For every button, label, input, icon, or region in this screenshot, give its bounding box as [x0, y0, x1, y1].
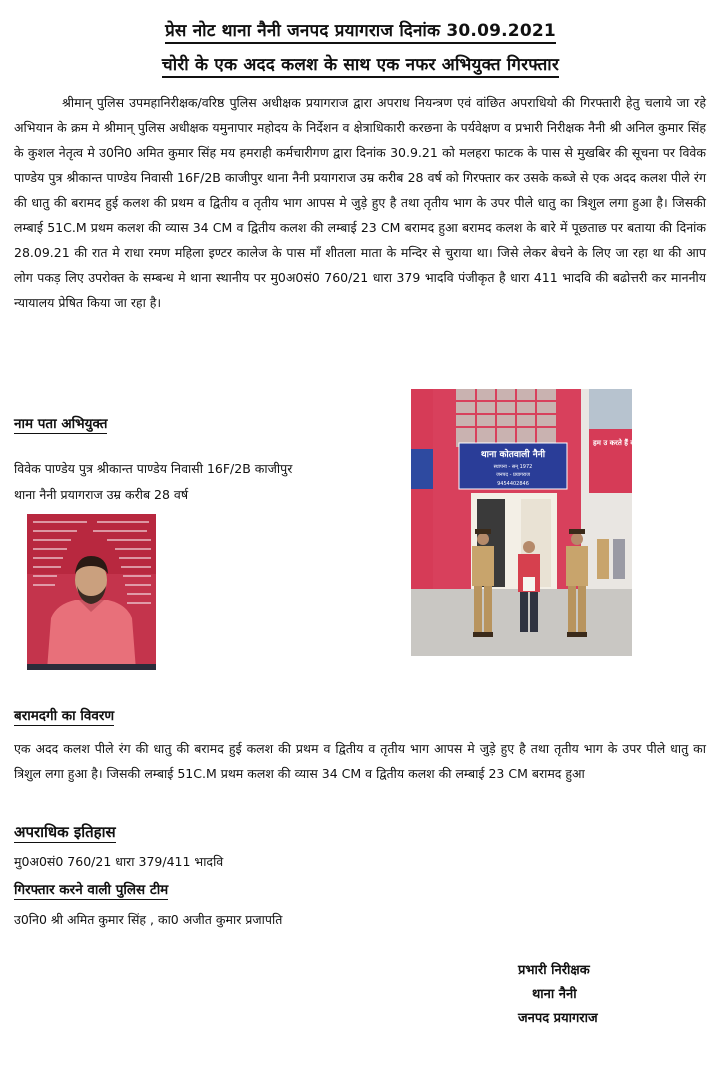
recovery-heading: बरामदगी का विवरण [14, 708, 115, 724]
intro-paragraph: श्रीमान् पुलिस उपमहानिरीक्षक/वरिष्ठ पुलिस अधीक्षक प्रयागराज द्वारा अपराध नियन्त्रण एवं वांछित अपराधियो की गिरफ्तारी हेतु चलाये जा रहे अभियान के क्रम मे श्रीमान् पुलिस अधीक्षक यमुनापार महोदय के निर्देशन व क्षेत्राधिकारी करछना के पर्यवेक्षण व प्रभारी निरीक्षक नैनी श्री अनिल कुमार सिंह के कुशल नेतृत्व मे उ0नि0 अमित कुमार सिंह मय हमराही कर्मचारीगण द्वारा दिनांक 30.9.21 को मलहरा फाटक के पास से मुखबिर की सूचना पर विवेक पाण्डेय पुत्र श्रीकान्त पाण्डेय निवासी 16F/2B काजीपुर थाना नैनी प्रयागराज उम्र करीब 28 वर्ष को गिरफ्तार कर उसके कब्जे से एक अदद कलश पीले रंग की धातु की बरामद हुई कलश की प्रथम व द्वितीय व तृतीय भाग आपस मे जुड़े हुए है तथा तृतीय भाग के उपर पीले धातु का त्रिशुल लगा हुआ है। जिसकी लम्बाई 51C.M प्रथम कलश की व्यास 34 CM व द्वितीय कलश की लम्बाई 23 CM बरामद हुआ बरामद कलश के बारे में पूछताछ पर बताया की दिनांक 28.09.21 की रात मे राधा रमण महिला इण्टर कालेज के पास माँ शीतला माता के मन्दिर से चुराया था। जिसे लेकर बेचने के लिए जा रहा था की आप लोग पकड़ लिए उपरोक्त के सम्बन्ध मे थाना स्थानीय पर मु0अ0सं0 760/21 धारा 379 भादवि पंजीकृत है धारा 411 भादवि की बढोत्तरी कर माननीय न्यायालय प्रेषित किया जा रहा है। [14, 95, 706, 310]
criminal-history-heading: अपराधिक इतिहास [14, 823, 116, 841]
accused-heading: नाम पता अभियुक्त [14, 416, 108, 432]
recovery-details: एक अदद कलश पीले रंग की धातु की बरामद हुई कलश की प्रथम व द्वितीय व तृतीय भाग आपस मे जुड़े हुए है तथा तृतीय भाग के उपर पीले धातु का त्रिशुल लगा हुआ है। जिसकी लम्बाई 51C.M प्रथम कलश की व्यास 34 CM व द्वितीय कलश की लम्बाई 23 CM बरामद हुआ [14, 741, 706, 781]
criminal-history-details: मु0अ0सं0 760/21 धारा 379/411 भादवि [14, 854, 224, 869]
press-note-subtitle: चोरी के एक अदद कलश के साथ एक नफर अभियुक्त गिरफ्तार [0, 52, 721, 75]
press-note-title: प्रेस नोट थाना नैनी जनपद प्रयागराज दिनांक 30.09.2021 [0, 18, 721, 41]
police-team-heading: गिरफ्तार करने वाली पुलिस टीम [14, 882, 169, 898]
police-team-details: उ0नि0 श्री अमित कुमार सिंह , का0 अजीत कुमार प्रजापति [14, 912, 283, 927]
station-sign-title: थाना कोतवाली नैनी [480, 450, 546, 460]
accused-address-line1: विवेक पाण्डेय पुत्र श्रीकान्त पाण्डेय निवासी 16F/2B काजीपुर [14, 461, 293, 476]
side-sign-text: हम उ करते हैं का सम [593, 439, 649, 447]
accused-photo-graphic [27, 514, 156, 670]
signature-station: थाना नैनी [532, 987, 577, 1002]
police-station-photo [411, 389, 649, 656]
station-sign-established: स्थापना - सन् 1972 [493, 464, 533, 470]
station-sign-district: जनपद - प्रयागराज [496, 472, 530, 478]
police-station-photo-graphic [411, 389, 649, 656]
signature-district: जनपद प्रयागराज [518, 1011, 598, 1026]
accused-address-line2: थाना नैनी प्रयागराज उम्र करीब 28 वर्ष [14, 487, 189, 502]
station-sign-phone: 9454402846 [497, 481, 529, 487]
accused-photo [27, 514, 156, 670]
signature-designation: प्रभारी निरीक्षक [518, 963, 590, 978]
